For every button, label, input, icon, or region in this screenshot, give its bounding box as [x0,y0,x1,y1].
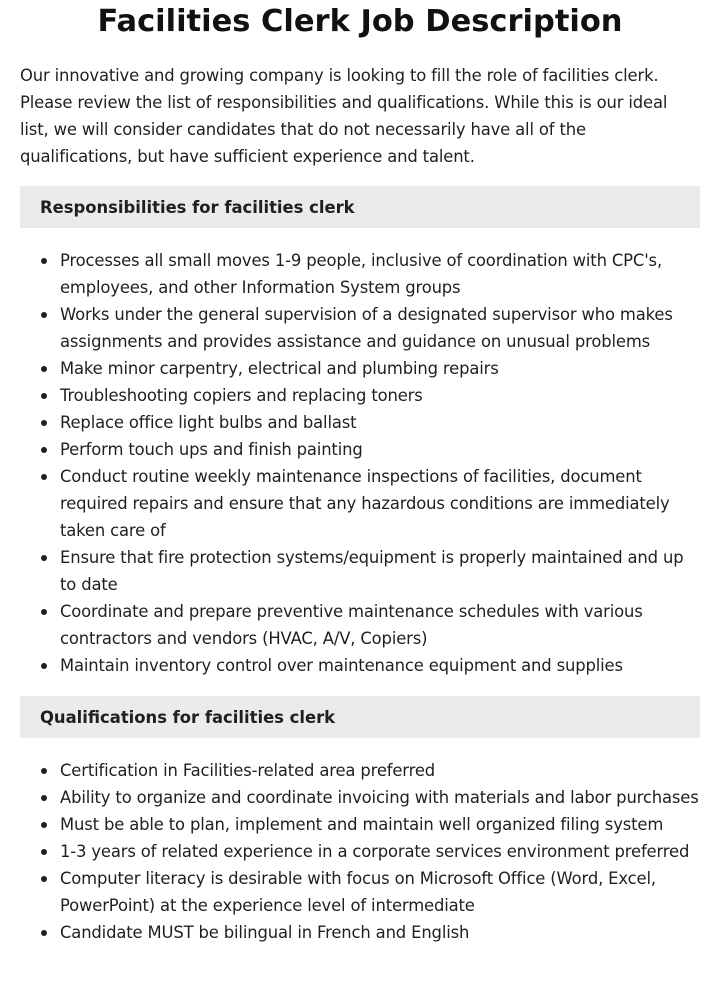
responsibility-text: Make minor carpentry, electrical and plumbing repairs [60,359,499,378]
bullet-icon [41,876,47,882]
bullet-icon [41,795,47,801]
bullet-icon [41,663,47,669]
list-item [20,919,700,946]
bullet-icon [41,609,47,615]
bullet-icon [41,555,47,561]
responsibility-text: Replace office light bulbs and ballast [60,413,357,432]
list-item [20,544,700,598]
qualification-text: 1-3 years of related experience in a corporate services environment preferred [60,842,690,861]
bullet-icon [41,447,47,453]
list-item [20,838,700,865]
responsibilities-list [20,247,700,679]
list-item [20,463,700,544]
bullet-icon [41,930,47,936]
list-item [20,784,700,811]
list-item [20,436,700,463]
page-title: Facilities Clerk Job Description [97,4,623,39]
qualification-text: Candidate MUST be bilingual in French and English [60,923,470,942]
qualifications-header [20,696,700,738]
qualification-text: Computer literacy is desirable with focus on Microsoft Office (Word, Excel, PowerPoint) at the experience level of intermediate [60,869,656,915]
qualification-text: Certification in Facilities-related area preferred [60,761,436,780]
responsibility-text: Maintain inventory control over maintenance equipment and supplies [60,656,623,675]
responsibility-text: Works under the general supervision of a designated supervisor who makes assignments and provides assistance and guidance on unusual problems [60,305,673,351]
list-item [20,247,700,301]
bullet-icon [41,474,47,480]
intro-paragraph: Our innovative and growing company is looking to fill the role of facilities clerk. Please review the list of responsibilities and qualifications. While this is our ideal list, we will consider candidates that do not necessarily have all of the qualifications, but have sufficient experience and talent. [20,66,668,166]
responsibility-text: Processes all small moves 1-9 people, inclusive of coordination with CPC's, employees, and other Information System groups [60,251,662,297]
list-item [20,865,700,919]
responsibility-text: Troubleshooting copiers and replacing toners [60,386,423,405]
responsibility-text: Perform touch ups and finish painting [60,440,363,459]
bullet-icon [41,822,47,828]
bullet-icon [41,366,47,372]
qualification-text: Must be able to plan, implement and maintain well organized filing system [60,815,664,834]
list-item [20,652,700,679]
list-item [20,811,700,838]
bullet-icon [41,393,47,399]
list-item [20,382,700,409]
responsibilities-heading: Responsibilities for facilities clerk [40,197,355,217]
qualifications-heading: Qualifications for facilities clerk [40,707,336,727]
qualifications-list [20,757,700,946]
list-item [20,409,700,436]
responsibility-text: Coordinate and prepare preventive maintenance schedules with various contractors and vendors (HVAC, A/V, Copiers) [60,602,643,648]
bullet-icon [41,768,47,774]
list-item [20,301,700,355]
list-item [20,757,700,784]
bullet-icon [41,849,47,855]
responsibility-text: Ensure that fire protection systems/equipment is properly maintained and up to date [60,548,684,594]
bullet-icon [41,420,47,426]
qualification-text: Ability to organize and coordinate invoicing with materials and labor purchases [60,788,699,807]
responsibility-text: Conduct routine weekly maintenance inspections of facilities, document required repairs and ensure that any hazardous conditions are immediately taken care of [60,467,670,540]
bullet-icon [41,258,47,264]
responsibilities-header [20,186,700,228]
list-item [20,598,700,652]
bullet-icon [41,312,47,318]
list-item [20,355,700,382]
